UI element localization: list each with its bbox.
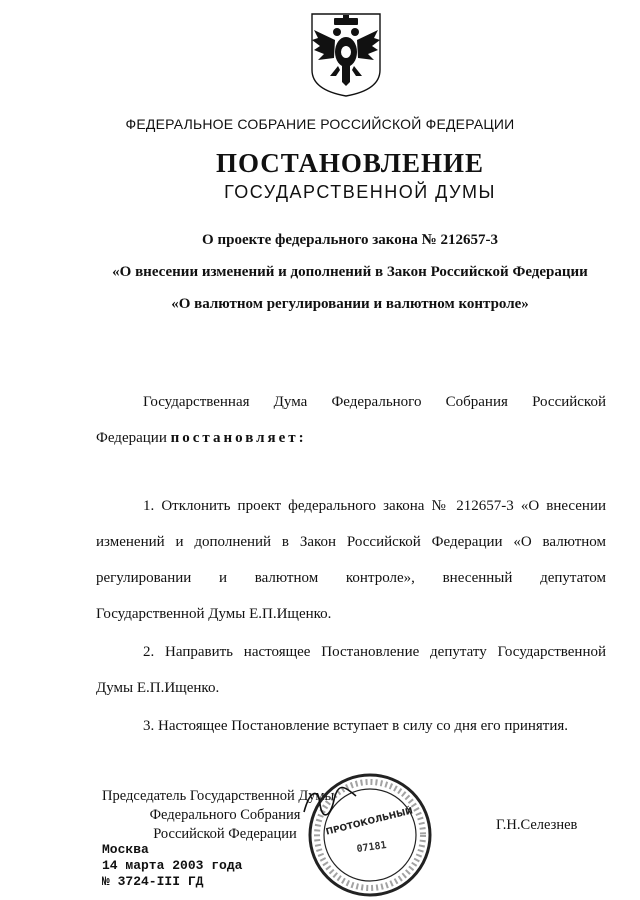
- item3: 3. Настоящее Постановление вступает в силу со дня его принятия.: [143, 718, 569, 734]
- document-title: ПОСТАНОВЛЕНИЕ: [215, 148, 485, 178]
- subject-line-1: О проекте федерального закона № 212657-3: [202, 232, 498, 248]
- preamble-line-1: Государственная Дума Федерального Собрания Российской: [143, 394, 606, 410]
- stamp-number: 07181: [355, 839, 388, 856]
- item2-line-1: 2. Направить настоящее Постановление депутату Государственной: [143, 644, 606, 660]
- item1-line-4: Государственной Думы Е.П.Ищенко.: [96, 606, 332, 622]
- preamble-federation: Федерации: [96, 430, 167, 446]
- footer-number: № 3724-III ГД: [102, 874, 204, 889]
- item2-line-2: Думы Е.П.Ищенко.: [96, 680, 220, 696]
- signatory-position-line-1: Председатель Государственной Думы: [102, 788, 335, 804]
- item1-line-2: изменений и дополнений в Закон Российской Федерации «О валютном: [96, 534, 606, 550]
- organization-heading: ФЕДЕРАЛЬНОЕ СОБРАНИЕ РОССИЙСКОЙ ФЕДЕРАЦИИ: [125, 116, 515, 132]
- item1-line-1: 1. Отклонить проект федерального закона № 212657-3 «О внесении: [143, 498, 606, 514]
- handwritten-signature: [300, 782, 360, 822]
- signatory-position-line-2: Федерального Собрания: [149, 807, 301, 823]
- signatory-name: Г.Н.Селезнев: [496, 817, 578, 833]
- document-subtitle: ГОСУДАРСТВЕННОЙ ДУМЫ: [224, 182, 496, 202]
- subject-line-3: «О валютном регулировании и валютном контроле»: [171, 296, 529, 312]
- stamp-center-text: ПРОТОКОЛЬНЫЙ: [324, 806, 415, 838]
- signatory-position-line-3: Российской Федерации: [153, 826, 297, 842]
- subject-line-2: «О внесении изменений и дополнений в Закон Российской Федерации: [112, 264, 588, 280]
- footer-city: Москва: [102, 842, 149, 857]
- state-emblem-icon: [306, 10, 386, 98]
- footer-date: 14 марта 2003 года: [102, 858, 243, 873]
- preamble-line-2: [96, 420, 606, 456]
- preamble-verb: постановляет:: [170, 430, 307, 446]
- item1-line-3: регулировании и валютном контроле», внесенный депутатом: [96, 570, 606, 586]
